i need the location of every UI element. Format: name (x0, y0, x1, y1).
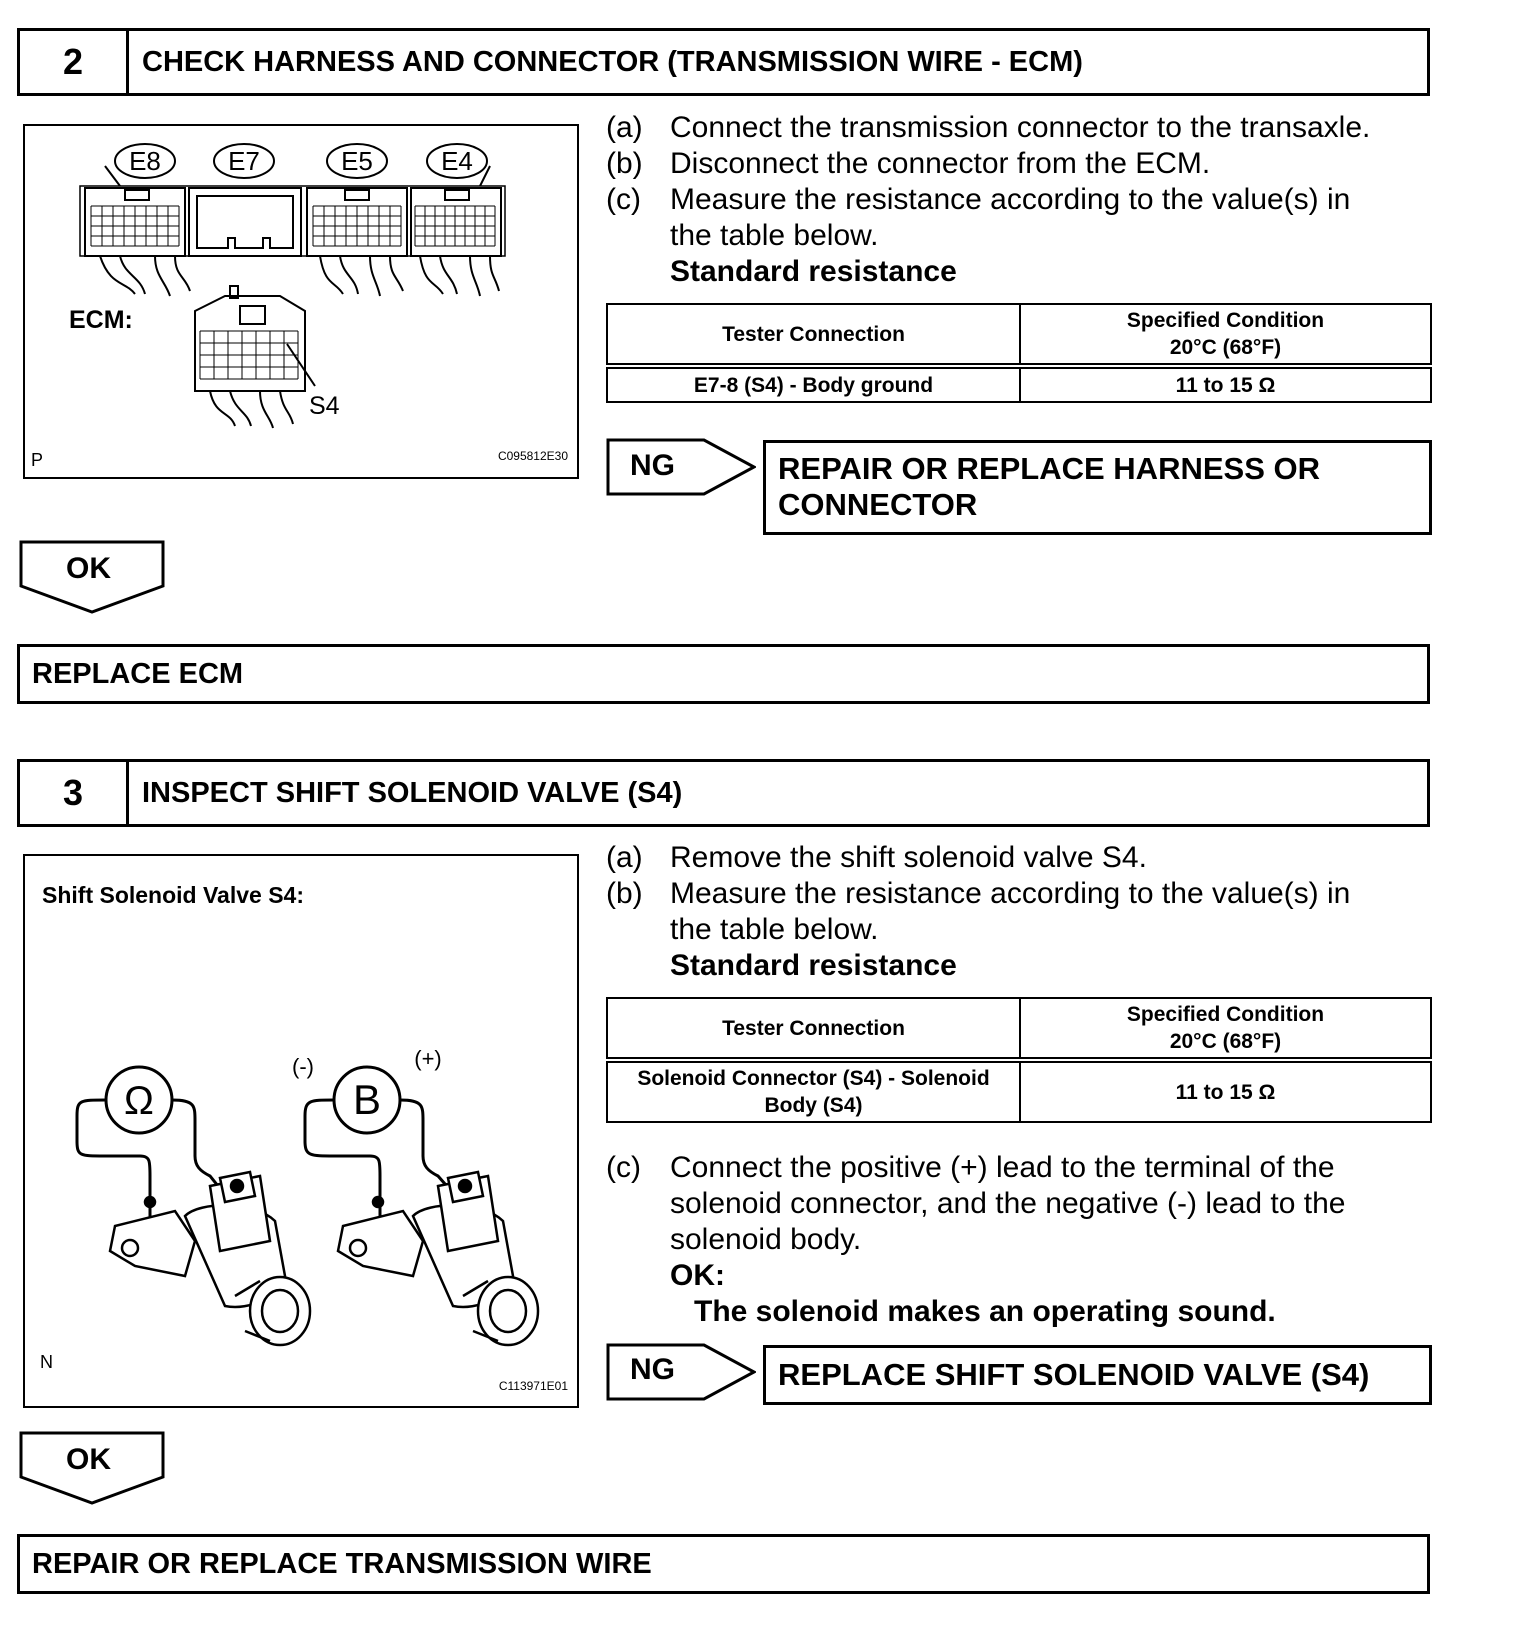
ng-arrow (606, 438, 756, 496)
ng-arrow (606, 1343, 756, 1401)
ok-label: OK (66, 1443, 111, 1476)
ok-heading: OK: (670, 1259, 725, 1292)
instruction-a: (a) Connect the transmission connector to the transaxle. (606, 111, 1371, 144)
resistance-table (606, 303, 1432, 403)
solenoid-figure (23, 854, 579, 1408)
connector-label-e7: E7 (228, 146, 260, 176)
standard-heading: Standard resistance (670, 949, 957, 982)
pin-label-s4: S4 (309, 392, 340, 420)
figure-code: C095812E30 (497, 449, 568, 463)
ohm-symbol: Ω (124, 1079, 154, 1123)
standard-heading: Standard resistance (670, 255, 957, 288)
step-2-instructions (606, 110, 1436, 290)
ng-label: NG (630, 449, 675, 482)
step-3-header (17, 759, 1430, 827)
solenoid-valve-right-icon (338, 1172, 538, 1345)
step-title: INSPECT SHIFT SOLENOID VALVE (S4) (142, 776, 683, 809)
positive-label: (+) (414, 1046, 442, 1071)
table-row: Solenoid Connector (S4) - Solenoid Body (S4) 11 to 15 Ω (607, 1060, 1431, 1122)
ecm-connector-figure (23, 124, 579, 479)
resistance-table (606, 997, 1432, 1123)
ng-action-box: REPAIR OR REPLACE HARNESS OR CONNECTOR (763, 440, 1432, 535)
ecm-connector-diagram (25, 126, 577, 477)
table-row: E7-8 (S4) - Body ground 11 to 15 Ω (607, 366, 1431, 402)
step-3-instructions (606, 840, 1436, 984)
step-number: 2 (20, 31, 129, 93)
step-number: 3 (20, 762, 129, 824)
step-2-header (17, 28, 1430, 96)
step-3-instruction-c (606, 1150, 1436, 1330)
figure-corner-letter: N (40, 1352, 53, 1372)
figure-code: C113971E01 (498, 1379, 568, 1393)
connector-label-e8: E8 (129, 146, 161, 176)
negative-label: (-) (292, 1054, 314, 1079)
connector-label-e4: E4 (441, 146, 473, 176)
ng-label: NG (630, 1353, 675, 1386)
ok-action-box: REPAIR OR REPLACE TRANSMISSION WIRE (17, 1534, 1430, 1594)
solenoid-diagram (25, 856, 577, 1406)
ok-statement: The solenoid makes an operating sound. (694, 1295, 1276, 1328)
figure-caption: Shift Solenoid Valve S4: (42, 882, 305, 908)
ok-action-box: REPLACE ECM (17, 644, 1430, 704)
instruction-c: (c) Measure the resistance according to the value(s) in the table below. (606, 183, 1351, 252)
col-header-connection: Tester Connection (607, 998, 1020, 1060)
instruction-b: (b) Disconnect the connector from the ECM. (606, 147, 1211, 180)
solenoid-valve-left-icon (110, 1172, 310, 1345)
col-header-condition: Specified Condition 20°C (68°F) (1020, 998, 1431, 1060)
battery-symbol: B (352, 1076, 382, 1123)
instruction-b: (b) Measure the resistance according to the value(s) in the table below. (606, 877, 1351, 946)
col-header-condition: Specified Condition 20°C (68°F) (1020, 304, 1431, 366)
ng-action-box: REPLACE SHIFT SOLENOID VALVE (S4) (763, 1345, 1432, 1405)
instruction-c: (c) Connect the positive (+) lead to the terminal of the solenoid connector, and the negative (-) lead to the solenoid body. (606, 1151, 1346, 1256)
ecm-label: ECM: (69, 306, 133, 334)
step-title: CHECK HARNESS AND CONNECTOR (TRANSMISSION WIRE - ECM) (142, 45, 1083, 78)
figure-corner-letter: P (31, 450, 44, 470)
ok-label: OK (66, 552, 111, 585)
connector-label-e5: E5 (341, 146, 373, 176)
col-header-connection: Tester Connection (607, 304, 1020, 366)
instruction-a: (a) Remove the shift solenoid valve S4. (606, 841, 1147, 874)
